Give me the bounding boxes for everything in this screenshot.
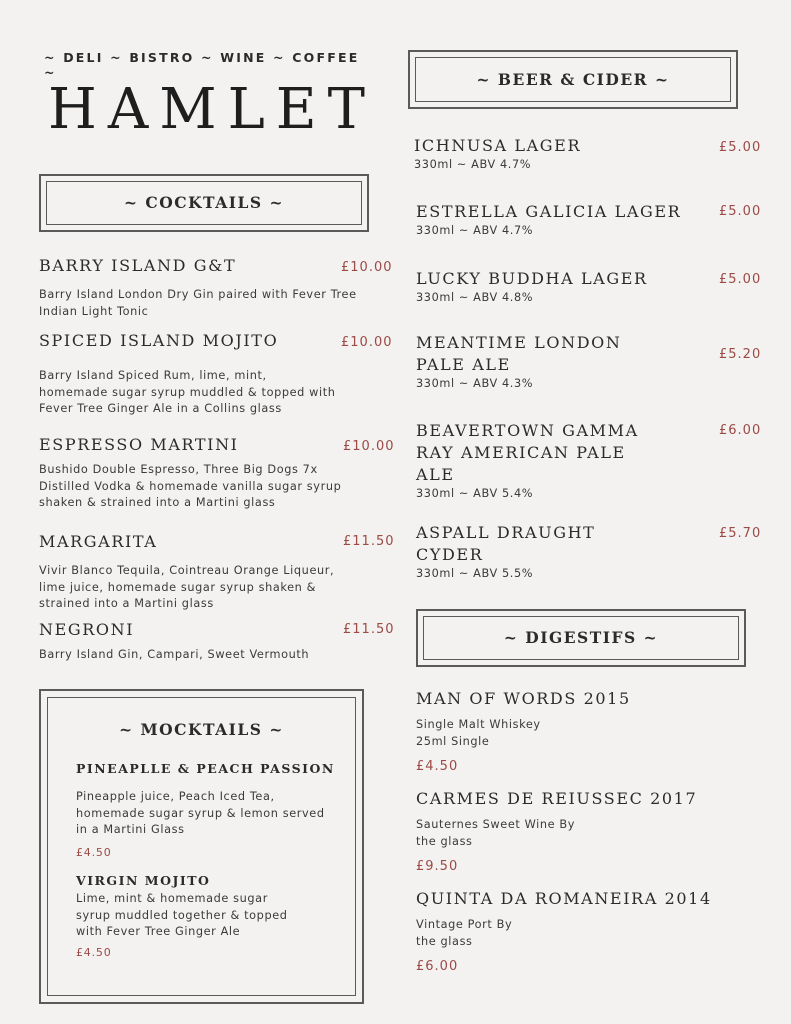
digestif-name: QUINTA DA ROMANEIRA 2014 bbox=[416, 889, 712, 908]
digestif-name: CARMES DE REIUSSEC 2017 bbox=[416, 789, 698, 808]
mocktail-price: £4.50 bbox=[76, 945, 112, 959]
cocktail-item bbox=[39, 434, 394, 512]
beer-price: £5.20 bbox=[719, 347, 762, 362]
beer-item bbox=[414, 135, 764, 174]
mocktail-name: PINEAPLLE & PEACH PASSION bbox=[76, 761, 335, 776]
beer-price: £5.70 bbox=[719, 526, 762, 541]
beer-price: £5.00 bbox=[719, 204, 762, 219]
beer-item bbox=[416, 332, 766, 393]
beer-price: £5.00 bbox=[719, 272, 762, 287]
digestif-name: MAN OF WORDS 2015 bbox=[416, 689, 631, 708]
digestif-item bbox=[416, 788, 766, 874]
digestif-price: £4.50 bbox=[416, 759, 459, 774]
cocktail-desc: Bushido Double Espresso, Three Big Dogs 7x Distilled Vodka & homemade vanilla sugar syrup shaken & strained into a Martini glass bbox=[39, 463, 342, 509]
cocktail-item bbox=[39, 619, 394, 664]
cocktail-name: SPICED ISLAND MOJITO bbox=[39, 331, 279, 350]
beer-name: LUCKY BUDDHA LAGER bbox=[416, 269, 648, 288]
cocktail-desc: Barry Island Gin, Campari, Sweet Vermouth bbox=[39, 648, 310, 661]
mocktail-item bbox=[76, 761, 346, 859]
beer-title: ~ BEER & CIDER ~ bbox=[476, 70, 670, 89]
digestif-price: £6.00 bbox=[416, 959, 459, 974]
logo: HAMLET bbox=[48, 77, 377, 142]
beer-item bbox=[416, 201, 766, 240]
cocktail-item bbox=[39, 531, 394, 613]
beer-price: £5.00 bbox=[719, 140, 762, 155]
beer-name: ICHNUSA LAGER bbox=[414, 136, 582, 155]
digestifs-title: ~ DIGESTIFS ~ bbox=[503, 628, 659, 647]
digestifs-header-box bbox=[416, 609, 746, 667]
digestif-desc: Sauternes Sweet Wine By the glass bbox=[416, 818, 575, 848]
mocktails-box bbox=[39, 689, 364, 1004]
cocktail-item bbox=[39, 255, 394, 320]
cocktail-item bbox=[39, 330, 394, 418]
mocktail-desc: Lime, mint & homemade sugar syrup muddled together & topped with Fever Tree Ginger Ale bbox=[76, 892, 288, 938]
beer-spec: 330ml ~ ABV 4.7% bbox=[414, 158, 532, 171]
beer-item bbox=[416, 268, 766, 307]
digestif-price: £9.50 bbox=[416, 859, 459, 874]
digestif-item bbox=[416, 888, 766, 974]
beer-price: £6.00 bbox=[719, 423, 762, 438]
mocktail-name: VIRGIN MOJITO bbox=[76, 873, 211, 888]
cocktail-price: £11.50 bbox=[343, 622, 395, 637]
cocktail-name: ESPRESSO MARTINI bbox=[39, 435, 239, 454]
cocktail-desc: Barry Island London Dry Gin paired with Fever Tree Indian Light Tonic bbox=[39, 288, 357, 318]
tagline: ~ DELI ~ BISTRO ~ WINE ~ COFFEE ~ bbox=[44, 50, 360, 80]
digestif-item bbox=[416, 688, 766, 774]
mocktail-price: £4.50 bbox=[76, 845, 112, 859]
beer-name: ESTRELLA GALICIA LAGER bbox=[416, 202, 682, 221]
cocktail-price: £10.00 bbox=[341, 260, 393, 275]
cocktail-price: £10.00 bbox=[343, 439, 395, 454]
cocktail-name: NEGRONI bbox=[39, 620, 135, 639]
beer-name: MEANTIME LONDON PALE ALE bbox=[416, 333, 622, 374]
beer-spec: 330ml ~ ABV 5.4% bbox=[416, 487, 534, 500]
beer-item bbox=[416, 522, 766, 583]
mocktail-item bbox=[76, 873, 346, 959]
cocktails-title: ~ COCKTAILS ~ bbox=[124, 193, 284, 212]
beer-header-box bbox=[408, 50, 738, 109]
beer-spec: 330ml ~ ABV 4.7% bbox=[416, 224, 534, 237]
beer-name: BEAVERTOWN GAMMA RAY AMERICAN PALE ALE bbox=[416, 421, 639, 484]
cocktail-desc: Vivir Blanco Tequila, Cointreau Orange Liqueur, lime juice, homemade sugar syrup shaken & strained into a Martini glass bbox=[39, 564, 335, 610]
digestif-desc: Single Malt Whiskey 25ml Single bbox=[416, 718, 541, 748]
cocktail-price: £11.50 bbox=[343, 534, 395, 549]
beer-spec: 330ml ~ ABV 4.8% bbox=[416, 291, 534, 304]
cocktail-name: BARRY ISLAND G&T bbox=[39, 256, 237, 275]
mocktails-title: ~ MOCKTAILS ~ bbox=[119, 720, 284, 739]
cocktails-header-box bbox=[39, 174, 369, 232]
digestif-desc: Vintage Port By the glass bbox=[416, 918, 513, 948]
cocktail-name: MARGARITA bbox=[39, 532, 158, 551]
cocktail-desc: Barry Island Spiced Rum, lime, mint, homemade sugar syrup muddled & topped with Fever Tree Ginger Ale in a Collins glass bbox=[39, 369, 336, 415]
beer-spec: 330ml ~ ABV 4.3% bbox=[416, 377, 534, 390]
mocktail-desc: Pineapple juice, Peach Iced Tea, homemade sugar syrup & lemon served in a Martini Glass bbox=[76, 790, 325, 836]
beer-spec: 330ml ~ ABV 5.5% bbox=[416, 567, 534, 580]
cocktail-price: £10.00 bbox=[341, 335, 393, 350]
beer-item bbox=[416, 420, 766, 503]
beer-name: ASPALL DRAUGHT CYDER bbox=[416, 523, 596, 564]
